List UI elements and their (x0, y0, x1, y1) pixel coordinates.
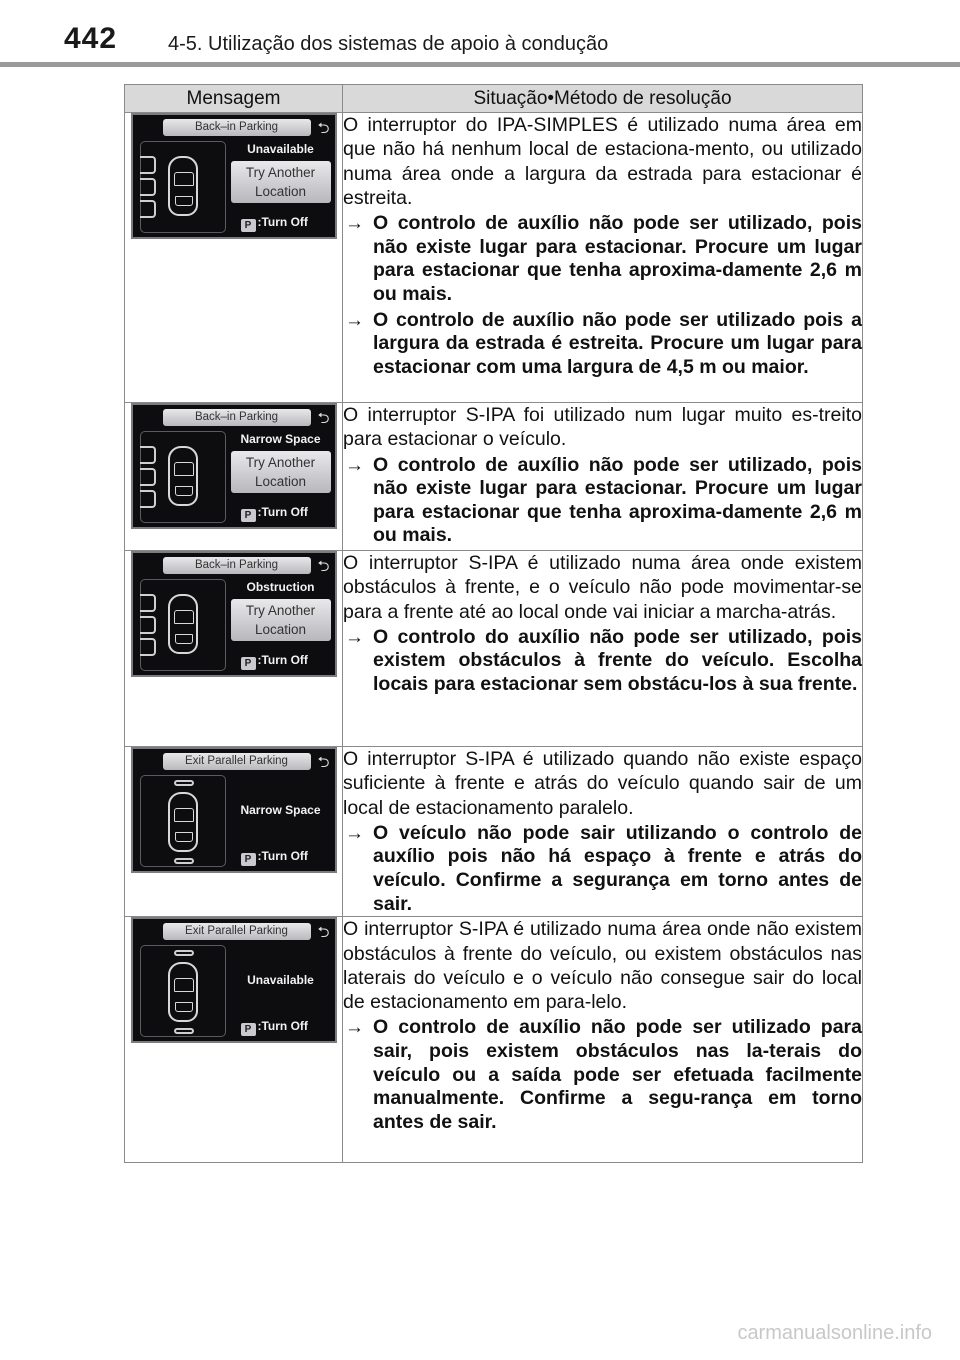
obstacle-rear-icon (174, 858, 194, 864)
car-icon (168, 156, 198, 216)
page-number: 442 (64, 22, 118, 55)
column-header-message: Mensagem (125, 85, 343, 113)
table-row (125, 917, 863, 1163)
try-another-location-button (231, 599, 331, 641)
back-arrow-icon: ⮌ (317, 558, 330, 575)
screen-title: Back–in Parking (163, 557, 311, 574)
turn-off-text: :Turn Off (257, 849, 308, 863)
situation-text: O interruptor S-IPA é utilizado numa área onde existem obstáculos à frente, e o veículo não pode movimentar-se para a frente até ao local onde vai iniciar a marcha-atrás. (343, 552, 862, 623)
button-line-2: Location (254, 184, 307, 199)
parking-assist-icon: P (241, 657, 256, 670)
parking-slot-icon (140, 178, 156, 196)
parking-screen (131, 551, 337, 677)
message-cell (125, 747, 343, 917)
button-line-1: Try Another (245, 165, 316, 180)
parking-diagram (140, 945, 226, 1037)
situation-cell (343, 917, 863, 1163)
arrow-right-icon: → (345, 213, 364, 235)
resolution-item (343, 309, 862, 380)
screen-status: Unavailable (247, 973, 314, 988)
header-rule (0, 62, 960, 67)
table-row (125, 747, 863, 917)
turn-off-label (241, 1019, 308, 1036)
parking-slot-icon (140, 490, 156, 508)
screen-title: Exit Parallel Parking (163, 753, 311, 770)
situation-cell (343, 113, 863, 403)
screen-status: Narrow Space (240, 803, 321, 817)
parking-diagram (140, 775, 226, 867)
parking-diagram (140, 141, 226, 233)
resolution-text: O controlo de auxílio não pode ser utilizado pois a largura da estrada é estreita. Procure um lugar para estacionar com uma largura de 4,5 m ou maior. (373, 308, 862, 378)
resolution-item (343, 626, 862, 697)
resolution-item (343, 212, 862, 306)
try-another-location-button (231, 451, 331, 493)
screen-status: Narrow Space (240, 432, 321, 446)
situation-text: O interruptor S-IPA é utilizado numa área onde não existem obstáculos à frente do veículo, ou existem obstáculos nas laterais do veículo e o veículo não consegue sair do local de estacionamento em para-lelo. (343, 918, 862, 1014)
parking-screen (131, 917, 337, 1043)
parking-screen (131, 113, 337, 239)
parking-assist-icon: P (241, 853, 256, 866)
parking-slot-icon (140, 200, 156, 218)
try-another-location-button (231, 161, 331, 203)
turn-off-label (241, 215, 308, 232)
message-table (124, 84, 863, 1163)
turn-off-text: :Turn Off (257, 653, 308, 667)
message-cell (125, 403, 343, 551)
watermark: carmanualsonline.info (737, 1322, 932, 1344)
resolution-item (343, 454, 862, 548)
turn-off-label (241, 653, 308, 670)
obstacle-front-icon (174, 950, 194, 956)
arrow-right-icon: → (345, 822, 364, 844)
arrow-right-icon: → (345, 626, 364, 648)
table-header-row (125, 85, 863, 113)
screen-title: Exit Parallel Parking (163, 923, 311, 940)
situation-cell (343, 403, 863, 551)
section-title: 4-5. Utilização dos sistemas de apoio à condução (168, 33, 609, 55)
obstacle-front-icon (174, 780, 194, 786)
turn-off-label (241, 849, 308, 866)
resolution-text: O controlo de auxílio não pode ser utilizado, pois não existe lugar para estacionar. Procure um lugar para estacionar que tenha aproxima-damente 2,6 m ou mais. (373, 212, 862, 305)
message-cell (125, 113, 343, 403)
parking-slot-icon (140, 468, 156, 486)
resolution-text: O veículo não pode sair utilizando o controlo de auxílio pois não há espaço à frente e atrás do veículo. Confirme a segurança em torno antes de sair. (373, 821, 862, 915)
arrow-right-icon: → (345, 454, 364, 476)
table-row (125, 551, 863, 747)
situation-cell (343, 747, 863, 917)
button-line-1: Try Another (245, 455, 316, 470)
screen-status: Unavailable (247, 142, 314, 156)
turn-off-text: :Turn Off (257, 505, 308, 519)
situation-text: O interruptor S-IPA é utilizado quando não existe espaço suficiente à frente e atrás do veículo quando sair de um local de estacionamento paralelo. (343, 748, 862, 819)
resolution-text: O controlo de auxílio não pode ser utilizado, pois não existe lugar para estacionar. Procure um lugar para estacionar que tenha aproxima-damente 2,6 m ou mais. (373, 453, 862, 547)
page-header (0, 0, 960, 70)
arrow-right-icon: → (345, 309, 364, 331)
table-row (125, 403, 863, 551)
table-row (125, 113, 863, 403)
car-icon (168, 594, 198, 654)
car-icon (168, 792, 198, 852)
parking-screen (131, 747, 337, 873)
parking-slot-icon (140, 156, 156, 174)
parking-assist-icon: P (241, 509, 256, 522)
message-cell (125, 917, 343, 1163)
parking-slot-icon (140, 616, 156, 634)
turn-off-label (241, 505, 308, 522)
resolution-text: O controlo de auxílio não pode ser utilizado para sair, pois existem obstáculos nas la-terais do veículo ou a saída pode ser efetuada facilmente manualmente. Confirme a segu-rança em torno antes de sair. (373, 1016, 862, 1133)
situation-text: O interruptor S-IPA foi utilizado num lugar muito es-treito para estacionar o veículo. (343, 404, 862, 451)
parking-diagram (140, 579, 226, 671)
parking-assist-icon: P (241, 219, 256, 232)
resolution-item (343, 1016, 862, 1134)
car-icon (168, 962, 198, 1022)
button-line-1: Try Another (245, 603, 316, 618)
car-icon (168, 446, 198, 506)
parking-screen (131, 403, 337, 529)
parking-slot-icon (140, 594, 156, 612)
parking-assist-icon: P (241, 1023, 256, 1036)
back-arrow-icon: ⮌ (317, 410, 330, 427)
parking-slot-icon (140, 446, 156, 464)
button-line-2: Location (254, 474, 307, 489)
button-line-2: Location (254, 622, 307, 637)
screen-title: Back–in Parking (163, 119, 311, 136)
situation-cell (343, 551, 863, 747)
back-arrow-icon: ⮌ (317, 924, 330, 942)
resolution-item (343, 822, 862, 916)
arrow-right-icon: → (345, 1017, 364, 1039)
message-cell (125, 551, 343, 747)
column-header-situation: Situação•Método de resolução (343, 85, 863, 113)
situation-text: O interruptor do IPA-SIMPLES é utilizado numa área em que não há nenhum local de estaciona-mento, ou utilizado numa área onde a largura da estrada para estacionar é estreita. (343, 114, 862, 209)
back-arrow-icon: ⮌ (317, 120, 330, 137)
parking-diagram (140, 431, 226, 523)
screen-title: Back–in Parking (163, 409, 311, 426)
back-arrow-icon: ⮌ (317, 754, 330, 771)
screen-status: Obstruction (246, 580, 315, 594)
turn-off-text: :Turn Off (257, 215, 308, 229)
obstacle-rear-icon (174, 1028, 194, 1034)
turn-off-text: :Turn Off (257, 1019, 308, 1034)
resolution-text: O controlo do auxílio não pode ser utilizado, pois existem obstáculos à frente do veículo. Escolha locais para estacionar sem obstácu-los à sua frente. (373, 625, 862, 696)
parking-slot-icon (140, 638, 156, 656)
